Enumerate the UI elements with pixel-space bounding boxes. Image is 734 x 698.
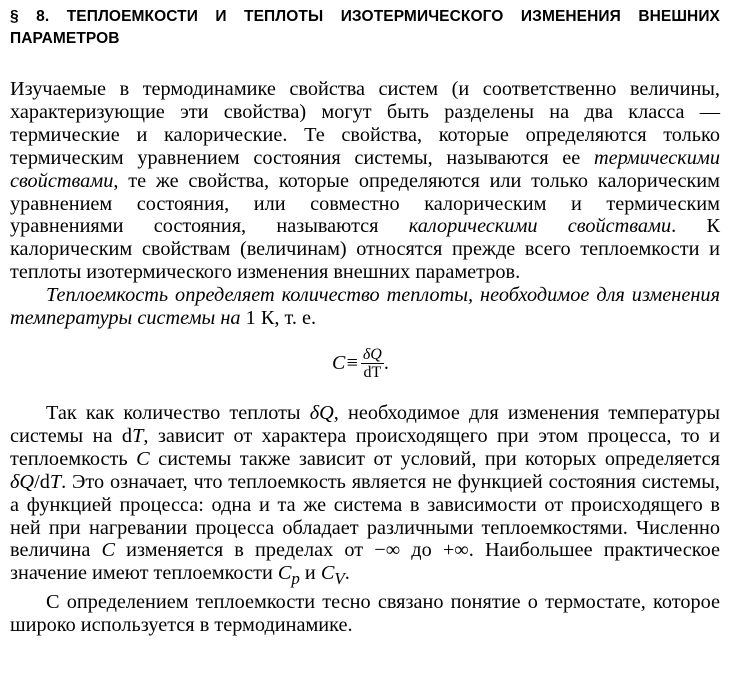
p1-text-c: , те же свойства, которые определяются или только калорическим уравнением состояния, или совместно калорическим и термическим уравнениями состояния, называются (10, 169, 720, 238)
definition-italic: Теплоемкость определяет количество теплоты, необходимое для изменения температуры системы на (10, 284, 720, 330)
p3-end: . (344, 562, 350, 585)
p3-c: , необходимое для изменения температуры системы на d (10, 401, 720, 447)
p3-dq: δQ (309, 401, 334, 424)
p3-cp-sub: p (291, 569, 300, 589)
paragraph-3 (10, 402, 720, 591)
p3-cv: C (320, 562, 335, 585)
p3-g: системы также зависит от условий, при которых определяется (149, 447, 720, 470)
formula-denominator: dT (363, 363, 382, 381)
formula-fraction (361, 346, 384, 381)
p3-slash-d: /d (34, 470, 50, 493)
p3-t2: T (49, 470, 62, 493)
paragraph-2-definition (10, 284, 720, 330)
p3-cv-sub: V (334, 569, 345, 589)
p3-e: , зависит от характера происходящего при этом процесса, то и теплоемкость (10, 424, 720, 470)
formula-lhs: C≡ (332, 351, 359, 374)
formula-numerator: δQ (362, 345, 382, 363)
term-caloric-properties: калорическими свойствами (408, 215, 672, 238)
paragraph-4: С определением теплоемкости тесно связано понятие о термостате, которое широко используется в термодинамике. (10, 591, 720, 637)
p3-dq2: δQ (10, 470, 35, 493)
p1-text-e: . К калорическим свойствам (величинам) относятся прежде всего теплоемкости и теплоты изотермического изменения внешних параметров. (10, 215, 720, 284)
p1-text-a: Изучаемые в термодинамике свойства систем (и соответственно величины, характеризующие эти свойства) могут быть разделены на два класса — термические и калорические. Те свойства, которые определяются только термическим уравнением состояния системы, называются ее (10, 78, 720, 169)
definition-tail: 1 К, т. е. (240, 307, 317, 330)
document-page (10, 6, 720, 637)
p3-t: T (132, 424, 144, 447)
formula-period: . (383, 351, 389, 374)
p3-c-symbol: C (136, 447, 150, 470)
p3-c-symbol2: C (101, 539, 115, 562)
p3-k: . Это означает, что теплоемкость является не функцией состояния системы, а функцией процесса: одна и та же система в зависимости от происходящего в ней при нагревании процесса обладает различными теплоемкостями. Численно величина (10, 470, 720, 562)
paragraph-1 (10, 78, 720, 284)
p3-m: изменяется в пределах от −∞ до +∞. Наибольшее практическое значение имеют теплоемкости (10, 539, 720, 585)
p3-and: и (299, 562, 321, 585)
term-thermal-properties: термическими свойствами (10, 146, 720, 192)
p3-cp: C (277, 562, 292, 585)
section-heading: § 8. ТЕПЛОЕМКОСТИ И ТЕПЛОТЫ ИЗОТЕРМИЧЕСКОГО ИЗМЕНЕНИЯ ВНЕШНИХ ПАРАМЕТРОВ (10, 8, 720, 47)
p3-a: Так как количество теплоты (46, 401, 310, 424)
heat-capacity-formula (10, 330, 720, 402)
